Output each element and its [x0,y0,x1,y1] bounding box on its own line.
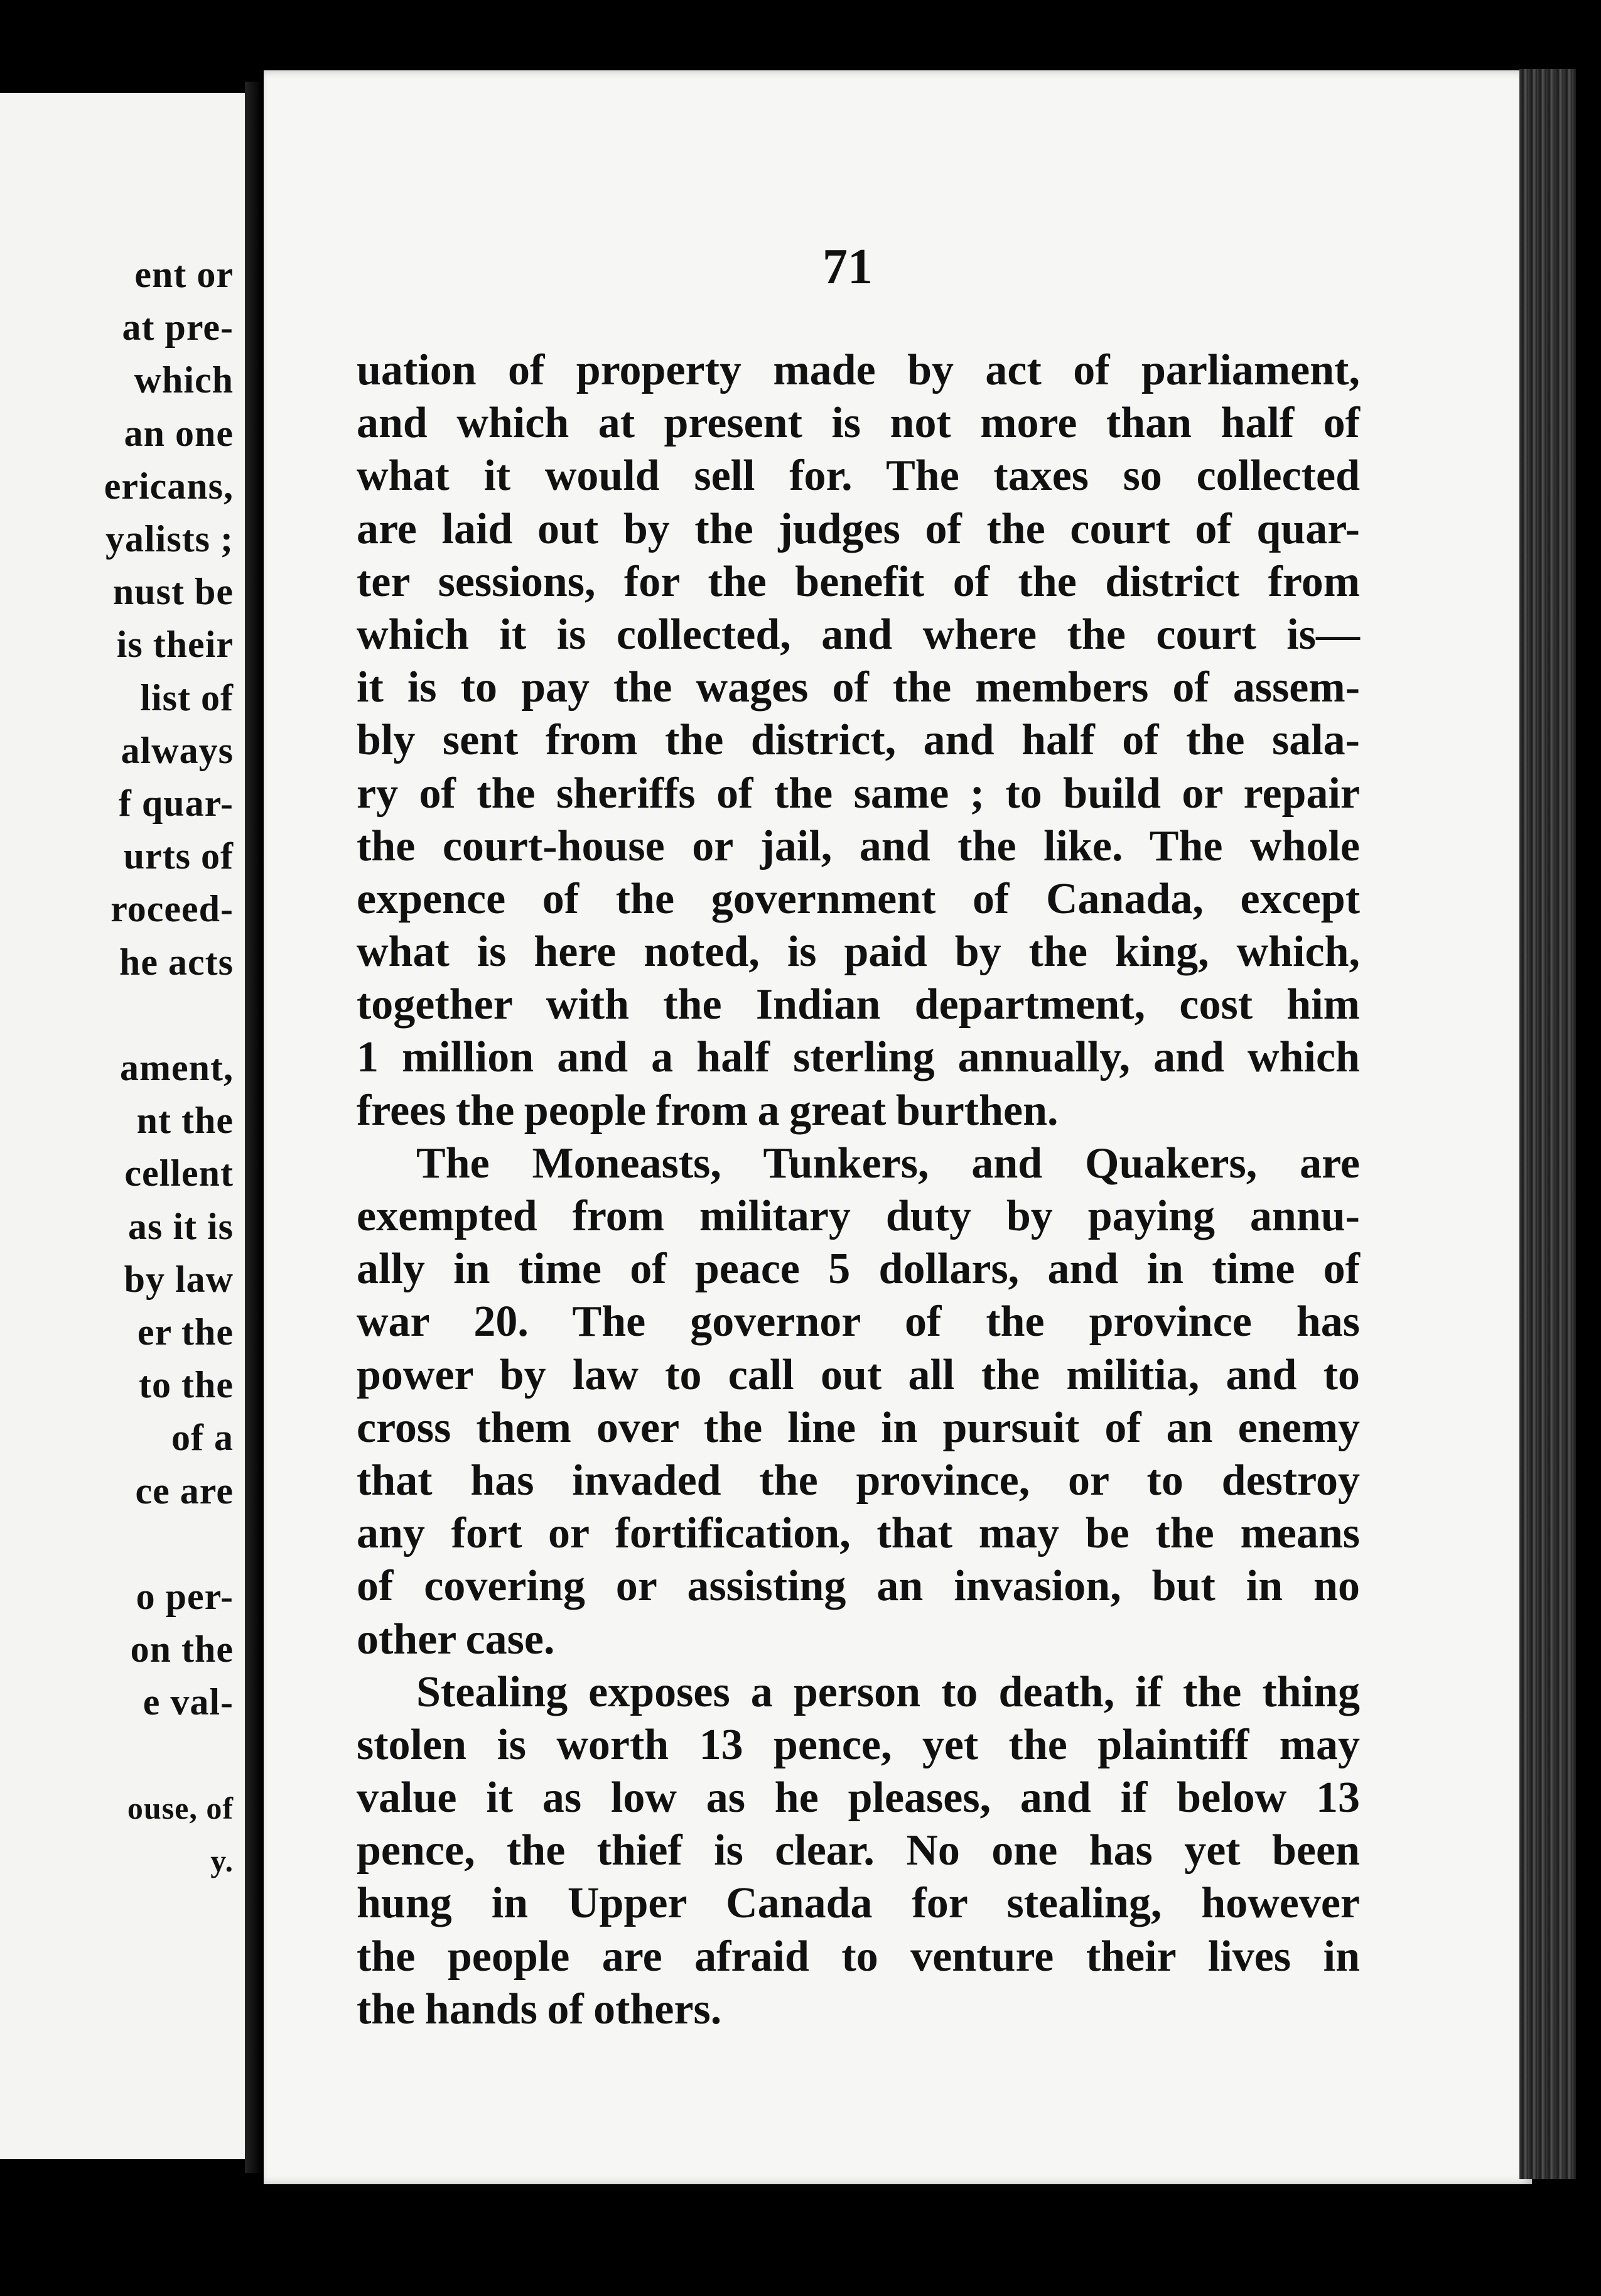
text-line: pence, the thief is clear. No one has yet been [357,1826,1360,1875]
text-line: exempted from military duty by paying annu- [357,1192,1360,1240]
left-page-text-fragment: ent or [134,254,234,295]
left-page-text-fragment: is their [116,624,234,666]
page-number: 71 [822,239,873,295]
text-line: war 20. The governor of the province has [357,1297,1360,1346]
left-page-text-fragment: nt the [136,1100,234,1142]
text-line: the hands of others. [357,1985,722,2033]
text-line: the court-house or jail, and the like. The whole [357,821,1360,870]
text-line: of covering or assisting an invasion, but in no [357,1562,1360,1611]
text-line: what it would sell for. The taxes so collected [357,452,1360,501]
text-line: that has invaded the province, or to destroy [357,1456,1360,1505]
text-line: value it as low as he pleases, and if below 13 [357,1773,1360,1822]
left-page-text-fragment: nust be [112,571,234,613]
left-page-text-fragment: roceed- [111,888,234,930]
left-page-text-fragment: he acts [119,941,234,983]
text-line: ry of the sheriffs of the same ; to build or repair [357,769,1360,818]
text-line: ally in time of peace 5 dollars, and in time of [357,1245,1360,1294]
text-line: bly sent from the district, and half of the sala- [357,716,1360,765]
left-page-text-fragment: an one [124,412,234,454]
text-line: Stealing exposes a person to death, if the thing [416,1667,1360,1716]
text-line: uation of property made by act of parliament, [357,346,1360,394]
left-page-text-fragment: always [121,729,234,771]
page-body-text [357,344,1360,2036]
left-page-text-fragment: list of [140,676,234,718]
left-page-text-fragment: as it is [127,1205,234,1247]
text-line: any fort or fortification, that may be the means [357,1509,1360,1558]
text-line: expence of the government of Canada, except [357,874,1360,923]
text-line: frees the people from a great burthen. [357,1086,1059,1135]
text-line: stolen is worth 13 pence, yet the plaintiff may [357,1720,1360,1769]
text-line: together with the Indian department, cost him [357,980,1360,1029]
text-line: which it is collected, and where the court is— [357,610,1360,659]
text-line: power by law to call out all the militia, and to [357,1350,1360,1399]
left-page-text-fragment: o per- [136,1576,234,1617]
text-line: are laid out by the judges of the court of quar- [357,504,1360,553]
left-page-text-fragment: e val- [143,1681,234,1723]
text-line: The Moneasts, Tunkers, and Quakers, are [416,1139,1360,1188]
left-page-text-fragment: by law [124,1258,234,1300]
text-line: cross them over the line in pursuit of an enemy [357,1403,1360,1452]
text-line: it is to pay the wages of the members of assem- [357,663,1360,712]
page-edges [1519,69,1576,2179]
left-page-text-fragment: to the [139,1364,234,1406]
left-page-text-fragment: on the [130,1628,234,1671]
left-page-text-fragment: of a [171,1417,234,1459]
left-page-text-fragment: ericans, [104,465,234,507]
left-facing-page [0,93,245,2159]
left-page-text-fragment: at pre- [122,306,234,349]
left-page-text-fragment: er the [137,1311,234,1353]
text-line: and which at present is not more than half of [357,399,1360,448]
text-line: the people are afraid to venture their lives in [357,1932,1360,1981]
text-line: 1 million and a half sterling annually, and which [357,1033,1360,1082]
text-line: what is here noted, is paid by the king, which, [357,928,1360,977]
left-page-text-fragment: yalists ; [105,518,234,560]
left-page-text-fragment: ouse, of [127,1790,234,1826]
left-page-text-fragment: urts of [123,835,234,877]
left-page-text-fragment: cellent [124,1152,234,1194]
left-page-text-fragment: ce are [135,1470,234,1512]
text-line: other case. [357,1615,555,1664]
left-page-text-fragment: ament, [120,1047,234,1088]
text-line: ter sessions, for the benefit of the district from [357,557,1360,606]
left-page-text-fragment: f quar- [118,782,234,824]
left-page-text-fragment: y. [210,1843,234,1878]
left-page-text-fragment: which [134,359,234,401]
text-line: hung in Upper Canada for stealing, however [357,1879,1360,1928]
